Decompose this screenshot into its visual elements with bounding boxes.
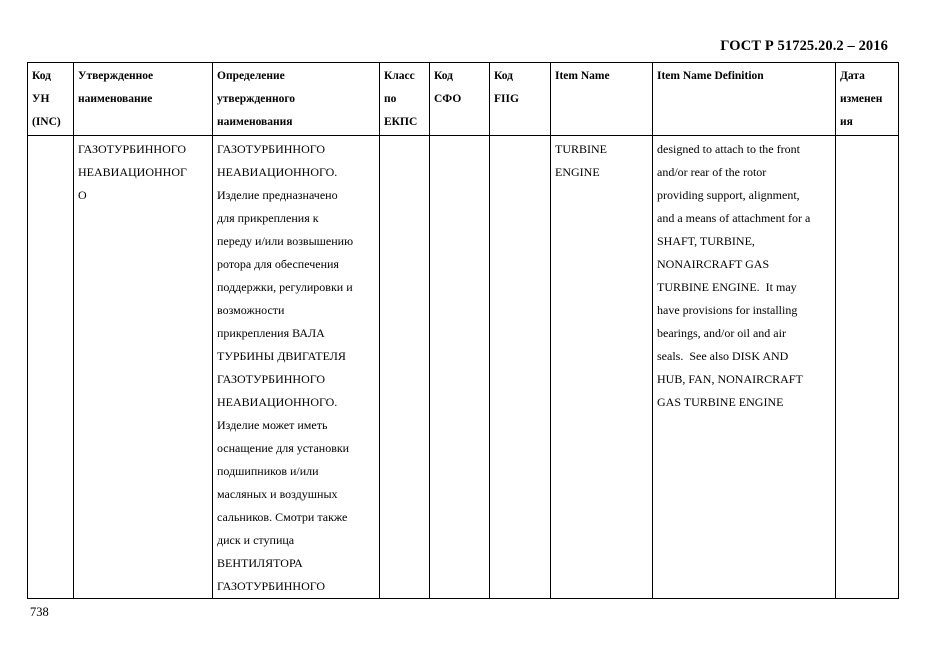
cell-fiig-code xyxy=(490,136,551,599)
header-change-date: Дата изменен ия xyxy=(836,63,899,136)
standard-code-header: ГОСТ Р 51725.20.2 – 2016 xyxy=(720,38,888,54)
header-item-name: Item Name xyxy=(551,63,653,136)
cell-ekps-class xyxy=(380,136,430,599)
header-ekps-class: Класс по ЕКПС xyxy=(380,63,430,136)
cell-inc xyxy=(28,136,74,599)
cell-item-name: TURBINE ENGINE xyxy=(551,136,653,599)
cell-change-date xyxy=(836,136,899,599)
header-item-name-definition: Item Name Definition xyxy=(653,63,836,136)
cell-approved-name: ГАЗОТУРБИННОГО НЕАВИАЦИОННОГ О xyxy=(74,136,213,599)
header-fiig-code: Код FIIG xyxy=(490,63,551,136)
cell-definition-ru: ГАЗОТУРБИННОГО НЕАВИАЦИОННОГО. Изделие предназначено для прикрепления к переду и/или возвышению ротора для обеспечения поддержки, регулировки и возможности прикрепления ВАЛА ТУРБИНЫ ДВИГАТЕЛЯ ГАЗОТУРБИННОГО НЕАВИАЦИОННОГО. Изделие может иметь оснащение для установки подшипников и/или масляных и воздушных сальников. Смотри также диск и ступица ВЕНТИЛЯТОРА ГАЗОТУРБИННОГО xyxy=(213,136,380,599)
page-number: 738 xyxy=(30,605,49,619)
nomenclature-table xyxy=(27,62,899,599)
cell-item-name-definition: designed to attach to the front and/or rear of the rotor providing support, alignment, and a means of attachment for a SHAFT, TURBINE, NONAIRCRAFT GAS TURBINE ENGINE. It may have provisions for installing bearings, and/or oil and air seals. See also DISK AND HUB, FAN, NONAIRCRAFT GAS TURBINE ENGINE xyxy=(653,136,836,599)
header-approved-name: Утвержденное наименование xyxy=(74,63,213,136)
header-sfo-code: Код СФО xyxy=(430,63,490,136)
table-row xyxy=(28,136,899,599)
header-definition-ru: Определение утвержденного наименования xyxy=(213,63,380,136)
header-inc: Код УН (INC) xyxy=(28,63,74,136)
cell-sfo-code xyxy=(430,136,490,599)
table-header-row xyxy=(28,63,899,136)
